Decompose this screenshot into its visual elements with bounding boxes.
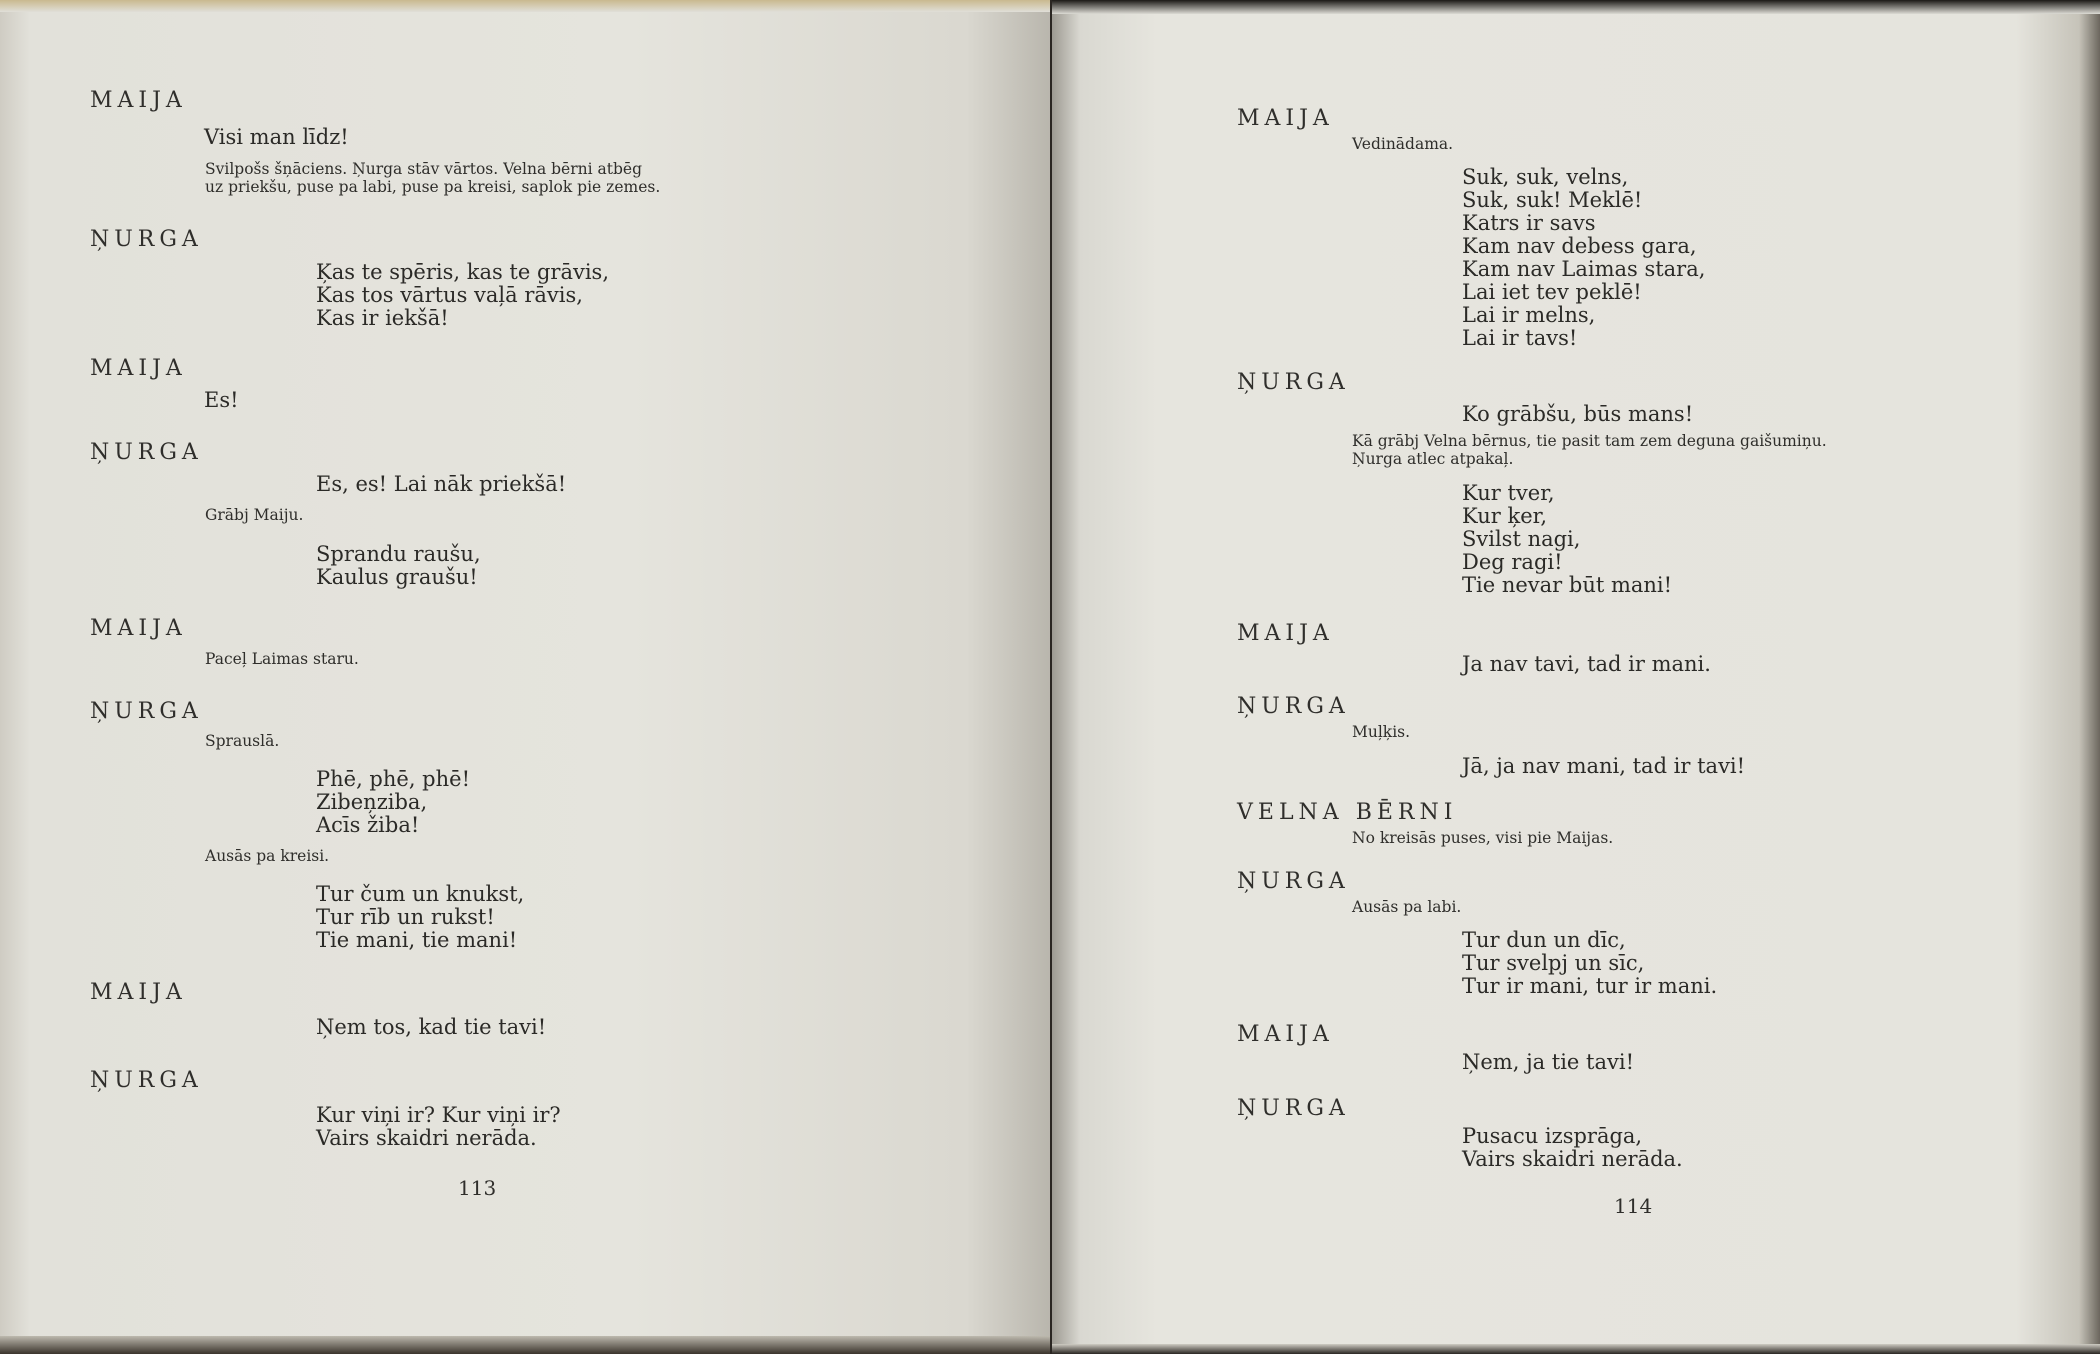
speaker-name: ŅURGA (1237, 1096, 1350, 1121)
verse-line: Tur čum un knukst, (316, 882, 525, 906)
verse-line: Tur rīb un rukst! (316, 905, 495, 929)
stage-direction: Paceļ Laimas staru. (205, 650, 359, 668)
verse-line: Tie nevar būt mani! (1462, 573, 1673, 597)
verse-line: Kur viņi ir? Kur viņi ir? (316, 1103, 561, 1127)
speaker-name: MAIJA (1237, 1022, 1334, 1047)
stage-direction: Vedinādama. (1352, 135, 1454, 153)
verse-line: Es! (204, 388, 239, 412)
speaker-name: MAIJA (90, 980, 187, 1005)
verse-line: Lai ir melns, (1462, 303, 1596, 327)
speaker-name: ŅURGA (1237, 694, 1350, 719)
verse-line: Lai ir tavs! (1462, 326, 1578, 350)
stage-direction: Kā grābj Velna bērnus, tie pasit tam zem deguna gaišumiņu. (1352, 432, 1827, 450)
verse-line: Tur svelpj un sīc, (1462, 951, 1645, 975)
stage-direction: Muļķis. (1352, 723, 1411, 741)
stage-direction: Ausās pa kreisi. (205, 847, 330, 865)
stage-direction: Grābj Maiju. (205, 506, 304, 524)
verse-line: Es, es! Lai nāk priekšā! (316, 472, 567, 496)
verse-line: Jā, ja nav mani, tad ir tavi! (1462, 754, 1746, 778)
verse-line: Tur dun un dīc, (1462, 928, 1626, 952)
verse-line: Ja nav tavi, tad ir mani. (1462, 652, 1711, 676)
verse-line: Suk, suk! Meklē! (1462, 188, 1643, 212)
verse-line: Kam nav debess gara, (1462, 234, 1697, 258)
verse-line: Sprandu raušu, (316, 542, 481, 566)
verse-line: Phē, phē, phē! (316, 767, 471, 791)
stage-direction: uz priekšu, puse pa labi, puse pa kreisi, saplok pie zemes. (205, 178, 661, 196)
verse-line: Katrs ir savs (1462, 211, 1596, 235)
page-number: 114 (1614, 1194, 1653, 1218)
verse-line: Ķas te spēris, kas te grāvis, (316, 260, 610, 284)
verse-line: Deg ragi! (1462, 550, 1563, 574)
verse-line: Suk, suk, velns, (1462, 165, 1629, 189)
verse-line: Tur ir mani, tur ir mani. (1462, 974, 1718, 998)
speaker-name: VELNA BĒRNI (1237, 800, 1458, 825)
page-number: 113 (458, 1176, 497, 1200)
verse-line: Ko grābšu, būs mans! (1462, 402, 1694, 426)
right-page (1052, 0, 2100, 1354)
verse-line: Kaulus graušu! (316, 565, 478, 589)
verse-line: Lai iet tev peklē! (1462, 280, 1642, 304)
verse-line: Pusacu izsprāga, (1462, 1124, 1643, 1148)
speaker-name: ŅURGA (90, 440, 203, 465)
speaker-name: MAIJA (1237, 106, 1334, 131)
stage-direction: Ausās pa labi. (1352, 898, 1462, 916)
speaker-name: MAIJA (90, 616, 187, 641)
speaker-name: MAIJA (1237, 621, 1334, 646)
verse-line: Ņem tos, kad tie tavi! (316, 1015, 547, 1039)
verse-line: Vairs skaidri nerāda. (316, 1126, 537, 1150)
verse-line: Kas ir iekšā! (316, 306, 449, 330)
verse-line: Visi man līdz! (204, 125, 349, 149)
verse-line: Kam nav Laimas stara, (1462, 257, 1706, 281)
speaker-name: ŅURGA (90, 1068, 203, 1093)
speaker-name: MAIJA (90, 356, 187, 381)
speaker-name: MAIJA (90, 88, 187, 113)
verse-line: Kur tver, (1462, 481, 1555, 505)
verse-line: Zibeņziba, (316, 790, 428, 814)
verse-line: Svilst nagi, (1462, 527, 1581, 551)
verse-line: Vairs skaidri nerāda. (1462, 1147, 1683, 1171)
stage-direction: Sprauslā. (205, 732, 280, 750)
speaker-name: ŅURGA (90, 227, 203, 252)
verse-line: Tie mani, tie mani! (316, 928, 518, 952)
speaker-name: ŅURGA (1237, 370, 1350, 395)
stage-direction: Ņurga atlec atpakaļ. (1352, 450, 1514, 468)
speaker-name: ŅURGA (1237, 869, 1350, 894)
stage-direction: Svilpošs šņāciens. Ņurga stāv vārtos. Velna bērni atbēg (205, 160, 642, 178)
stage-direction: No kreisās puses, visi pie Maijas. (1352, 829, 1614, 847)
verse-line: Ņem, ja tie tavi! (1462, 1050, 1635, 1074)
verse-line: Acīs žiba! (316, 813, 420, 837)
verse-line: Kas tos vārtus vaļā rāvis, (316, 283, 583, 307)
speaker-name: ŅURGA (90, 699, 203, 724)
verse-line: Kur ķer, (1462, 504, 1548, 528)
